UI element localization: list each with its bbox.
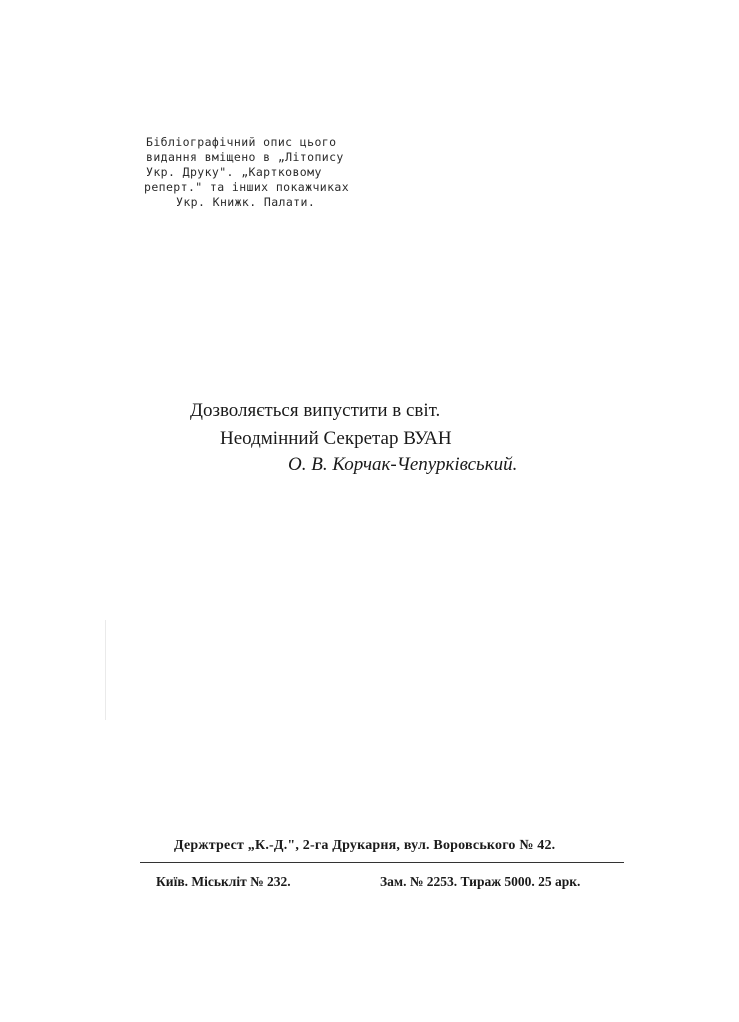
bibliographic-note-line: реперт." та інших покажчиках [144,180,350,194]
permission-title: Неодмінний Секретар ВУАН [220,428,452,449]
permission-statement: Дозволяється випустити в світ. [190,400,441,421]
bibliographic-note-line: Бібліографічний опис цього [146,135,337,149]
bibliographic-note-line: Укр. Друку". „Картковому [146,165,322,179]
permission-signatory: О. В. Корчак-Чепурківський. [288,454,518,475]
imprint-divider [140,862,624,863]
bibliographic-note [140,135,365,210]
bibliographic-note-line: видання вміщено в „Літопису [146,150,344,164]
margin-artifact [105,620,106,720]
printer-line: Держтрест „К.-Д.", 2-га Друкарня, вул. Воровського № 42. [174,838,556,853]
censor-number: Київ. Міськліт № 232. [156,874,291,889]
order-and-print-run: Зам. № 2253. Тираж 5000. 25 арк. [380,874,581,889]
bibliographic-note-line: Укр. Книжк. Палати. [176,195,316,209]
